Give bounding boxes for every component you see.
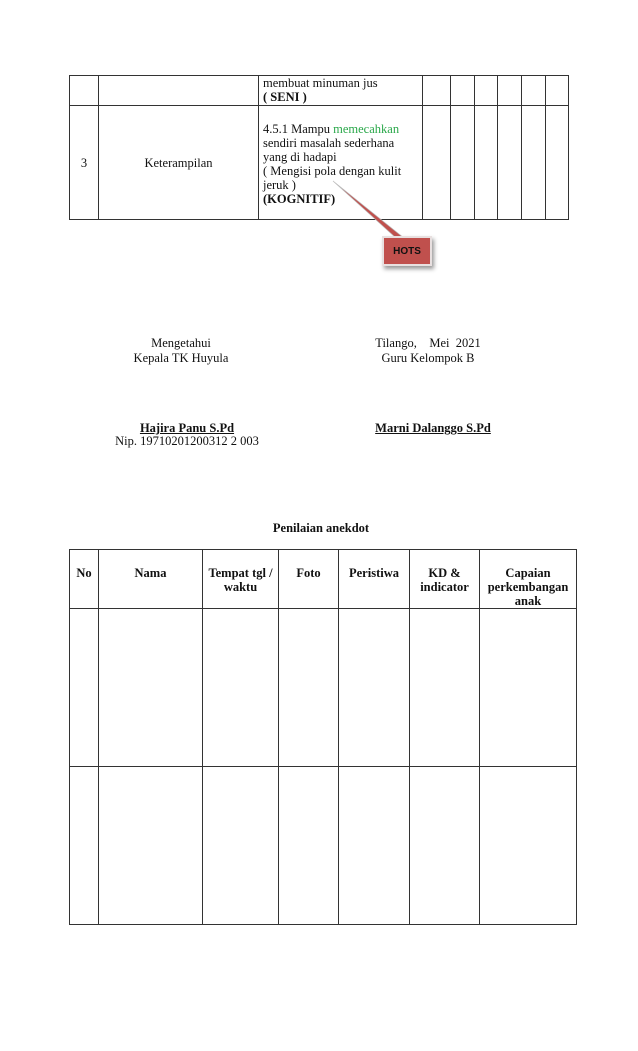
- principal-nip: Nip. 19710201200312 2 003: [115, 434, 259, 448]
- header-cell: Foto: [279, 550, 339, 609]
- highlighted-word: memecahkan: [333, 122, 400, 136]
- indicator-cell: 4.5.1 Mampu memecahkan sendiri masalah sederhana yang di hadapi ( Mengisi pola dengan kulit jeruk ) (KOGNITIF): [259, 106, 423, 220]
- aspect-cell: Keterampilan: [99, 106, 259, 220]
- table-row: [70, 767, 577, 925]
- teacher-name: Marni Dalanggo S.Pd: [375, 421, 491, 435]
- header-row: [70, 550, 577, 609]
- header-cell: Tempat tgl / waktu: [203, 550, 279, 609]
- hots-callout: HOTS: [382, 236, 432, 266]
- signature-left: Mengetahui Kepala TK Huyula: [133, 336, 229, 365]
- header-cell: Capaian perkembangan anak: [480, 550, 577, 609]
- indicator-cell: membuat minuman jus ( SENI ): [259, 76, 423, 106]
- header-cell: KD & indicator: [410, 550, 480, 609]
- anekdot-table: [69, 549, 577, 925]
- signature-right: Tilango, Mei 2021 Guru Kelompok B: [375, 336, 481, 365]
- section-title: Penilaian anekdot: [272, 521, 370, 535]
- table-row: [70, 609, 577, 767]
- header-cell: Nama: [99, 550, 203, 609]
- header-cell: No: [70, 550, 99, 609]
- row-number: 3: [70, 106, 99, 220]
- header-cell: Peristiwa: [339, 550, 410, 609]
- principal-name: Hajira Panu S.Pd: [139, 421, 235, 435]
- callout-arrow: [0, 0, 638, 300]
